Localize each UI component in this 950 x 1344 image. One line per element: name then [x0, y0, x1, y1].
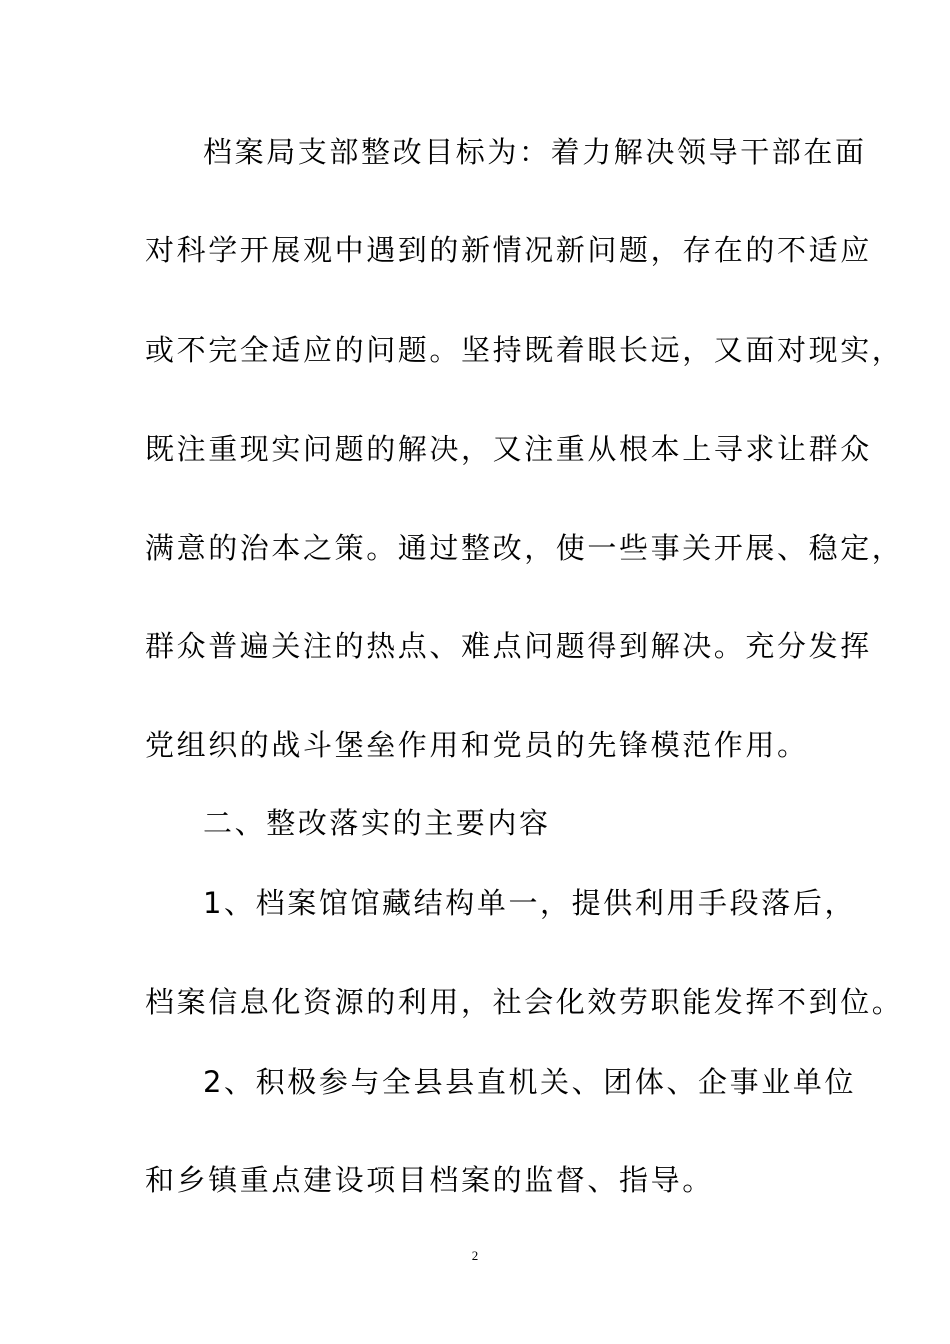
paragraph-line: 档案局支部整改目标为：着力解决领导干部在面 [203, 135, 867, 169]
list-item-line: 2、积极参与全县县直机关、团体、企事业单位 [203, 1065, 857, 1099]
section-heading: 二、整改落实的主要内容 [203, 806, 551, 840]
paragraph-line: 对科学开展观中遇到的新情况新问题，存在的不适应 [145, 233, 872, 267]
paragraph-line: 党组织的战斗堡垒作用和党员的先锋模范作用。 [145, 728, 809, 762]
paragraph-line: 既注重现实问题的解决，又注重从根本上寻求让群众 [145, 432, 872, 466]
list-item-line: 1、档案馆馆藏结构单一，提供利用手段落后， [203, 886, 857, 920]
paragraph-line: 群众普遍关注的热点、难点问题得到解决。充分发挥 [145, 629, 872, 663]
paragraph-line: 满意的治本之策。通过整改，使一些事关开展、稳定， [145, 531, 904, 565]
list-item-line: 和乡镇重点建设项目档案的监督、指导。 [145, 1163, 714, 1197]
paragraph-line: 或不完全适应的问题。坚持既着眼长远，又面对现实， [145, 333, 904, 367]
page-number: 2 [471, 1248, 479, 1263]
list-item-line: 档案信息化资源的利用，社会化效劳职能发挥不到位。 [145, 985, 904, 1019]
